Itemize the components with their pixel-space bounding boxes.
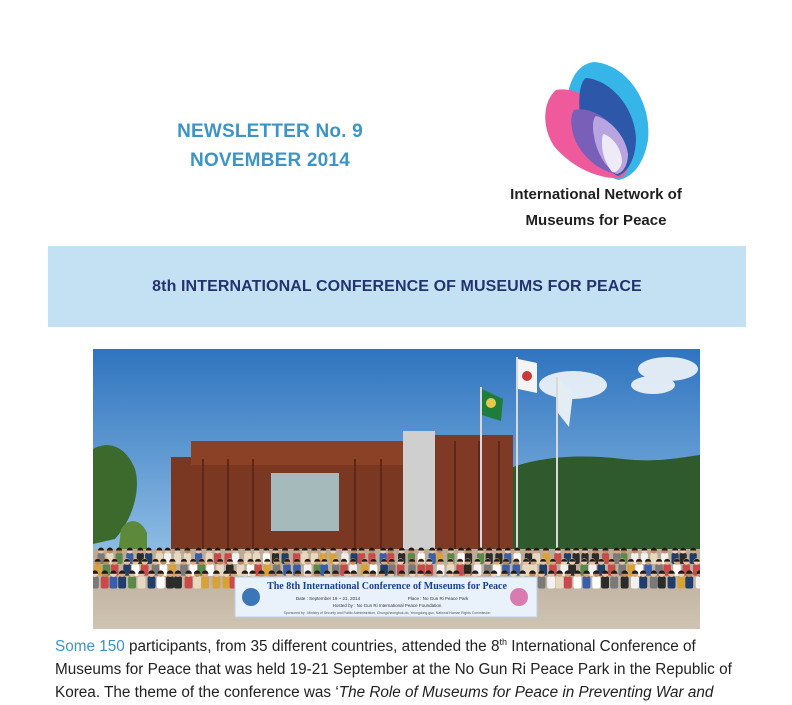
participant-body bbox=[93, 576, 99, 588]
participant-body bbox=[677, 576, 685, 588]
section-banner bbox=[48, 246, 746, 327]
participant-body bbox=[538, 576, 546, 588]
participant-body bbox=[128, 576, 136, 588]
participant-body bbox=[574, 576, 582, 588]
newsletter-number: NEWSLETTER No. 9 bbox=[177, 121, 363, 142]
conference-group-photo bbox=[93, 349, 700, 629]
group-photo-illustration bbox=[93, 349, 700, 629]
participant-body bbox=[556, 576, 564, 588]
participant-body bbox=[583, 576, 591, 588]
banner-title-text: The 8th International Conference of Museums for Peace bbox=[267, 581, 507, 592]
participant-body bbox=[685, 576, 693, 588]
peace-museums-logo-icon bbox=[540, 58, 652, 182]
section-title: 8th INTERNATIONAL CONFERENCE OF MUSEUMS FOR PEACE bbox=[152, 277, 642, 295]
banner-place-text: Place : No Gun Ri Peace Park bbox=[407, 596, 469, 601]
participant-body bbox=[610, 576, 618, 588]
participant-body bbox=[601, 576, 609, 588]
participant-body bbox=[696, 576, 700, 588]
article-text-2: International Conference of Museums for Peace that was held 19-21 September at the No Gun Ri Peace Park in the Republic of Korea. The theme of the conference was ‘ bbox=[55, 638, 732, 701]
participant-body bbox=[547, 576, 555, 588]
participant-body bbox=[148, 576, 156, 588]
newsletter-date: NOVEMBER 2014 bbox=[190, 150, 350, 171]
conference-banner bbox=[235, 577, 537, 617]
article-text-1: participants, from 35 different countries, attended the 8 bbox=[124, 638, 500, 655]
logo-line-1: International Network of bbox=[510, 186, 682, 203]
participant-body bbox=[223, 576, 231, 588]
museum-building bbox=[171, 431, 513, 561]
banner-host-text: Hosted by : No Gun Ri International Peace Foundation bbox=[332, 603, 442, 608]
participant-body bbox=[193, 576, 201, 588]
participant-body bbox=[650, 576, 658, 588]
participant-body bbox=[631, 576, 639, 588]
logo-caption bbox=[506, 182, 686, 234]
logo-line-2: Museums for Peace bbox=[525, 212, 667, 229]
participant-body bbox=[658, 576, 666, 588]
participant-body bbox=[592, 576, 600, 588]
ordinal-suffix: th bbox=[499, 636, 507, 647]
hill bbox=[488, 455, 700, 564]
participant-body bbox=[166, 576, 174, 588]
participant-body bbox=[621, 576, 629, 588]
participant-body bbox=[174, 576, 182, 588]
participant-body bbox=[201, 576, 209, 588]
banner-date-text: Date : September 19 ~ 21, 2014 bbox=[295, 596, 361, 601]
organization-logo bbox=[506, 58, 686, 238]
newsletter-header bbox=[150, 117, 390, 175]
participant-body bbox=[118, 576, 126, 588]
participant-body bbox=[564, 576, 572, 588]
participant-body bbox=[639, 576, 647, 588]
participant-body bbox=[185, 576, 193, 588]
article-paragraph bbox=[55, 635, 745, 704]
participant-body bbox=[157, 576, 165, 588]
participant-body bbox=[212, 576, 220, 588]
conference-theme: The Role of Museums for Peace in Preventing War and bbox=[338, 684, 714, 701]
participant-body bbox=[110, 576, 118, 588]
banner-sponsor-text: Sponsored by : Ministry of Security and Public Administration, Chungcheongbuk-do, Yeongdong-gun, National Human Rights Commission bbox=[283, 611, 491, 615]
participant-count: Some 150 bbox=[55, 638, 125, 655]
participant-body bbox=[138, 576, 146, 588]
participant-body bbox=[101, 576, 109, 588]
participant-body bbox=[668, 576, 676, 588]
